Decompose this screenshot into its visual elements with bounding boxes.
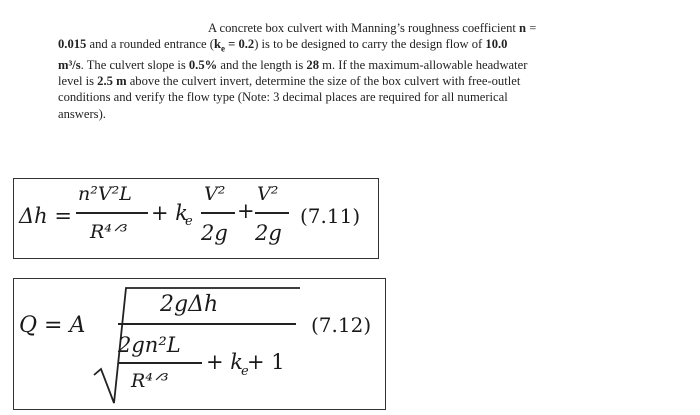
problem-text-segment: conditions and verify the flow type (Note: 3 decimal places are required for all numerical	[58, 90, 508, 105]
problem-text-segment: m. If the maximum-allowable headwater	[319, 57, 528, 72]
problem-line-1	[58, 20, 618, 36]
eq2-lhs: Q = A	[19, 313, 86, 338]
problem-subscript: e	[220, 43, 225, 54]
problem-text-segment: 0.5%	[188, 57, 218, 72]
problem-text-segment: level is	[58, 74, 98, 89]
problem-line-2	[58, 36, 618, 57]
eq1-lhs: Δh =	[19, 204, 72, 228]
eq2-k-subscript: e	[241, 364, 249, 379]
problem-text-segment: m³/s	[58, 57, 81, 72]
problem-text-segment: 2.5 m	[97, 74, 127, 89]
eq2-label: (7.12)	[311, 313, 372, 337]
eq1-label: (7.11)	[300, 204, 361, 228]
eq2-tail: + k	[206, 350, 243, 374]
problem-text-segment: . The culvert slope is	[80, 57, 189, 72]
problem-line-4	[58, 73, 618, 89]
problem-text-segment: = 0.2	[224, 37, 255, 52]
eq1-term3-numerator: V²	[257, 183, 279, 205]
problem-line-3	[58, 57, 618, 73]
problem-text-segment: 10.0	[485, 37, 508, 52]
problem-text-segment: 28	[306, 57, 320, 72]
eq1-plus-k: + k	[151, 201, 188, 225]
eq1-term3-denominator: 2g	[255, 221, 282, 245]
eq1-term1-denominator: R⁴ᐟ³	[90, 221, 128, 243]
problem-statement	[58, 20, 618, 122]
problem-text-segment: =	[526, 21, 537, 35]
problem-text-segment: k	[213, 37, 221, 52]
eq2-plus-one: + 1	[247, 350, 285, 374]
eq1-term2-numerator: V²	[204, 183, 226, 205]
problem-text-segment: above the culvert invert, determine the size of the box culvert with free-outlet	[126, 74, 521, 89]
problem-text-segment: 0.015	[58, 37, 87, 52]
problem-line-5	[58, 89, 618, 105]
eq1-plus: +	[237, 199, 255, 223]
problem-line-6	[58, 106, 618, 122]
problem-text-segment: and a rounded entrance (	[86, 37, 214, 52]
problem-text-segment: answers).	[58, 106, 106, 121]
eq1-k-subscript: e	[185, 214, 193, 229]
eq1-term2-denominator: 2g	[201, 221, 228, 245]
eq2-inner-denominator: R⁴ᐟ³	[131, 370, 169, 392]
problem-text-segment: and the length is	[217, 57, 307, 72]
eq1-term1-numerator: n²V²L	[78, 183, 132, 205]
eq2-numerator: 2gΔh	[160, 292, 219, 317]
problem-text-segment: n	[519, 21, 527, 35]
problem-text-segment: A concrete box culvert with Manning’s roughness coefficient	[208, 21, 520, 35]
problem-text-segment: ) is to be designed to carry the design flow of	[254, 37, 486, 52]
eq2-inner-numerator: 2gn²L	[118, 333, 181, 357]
